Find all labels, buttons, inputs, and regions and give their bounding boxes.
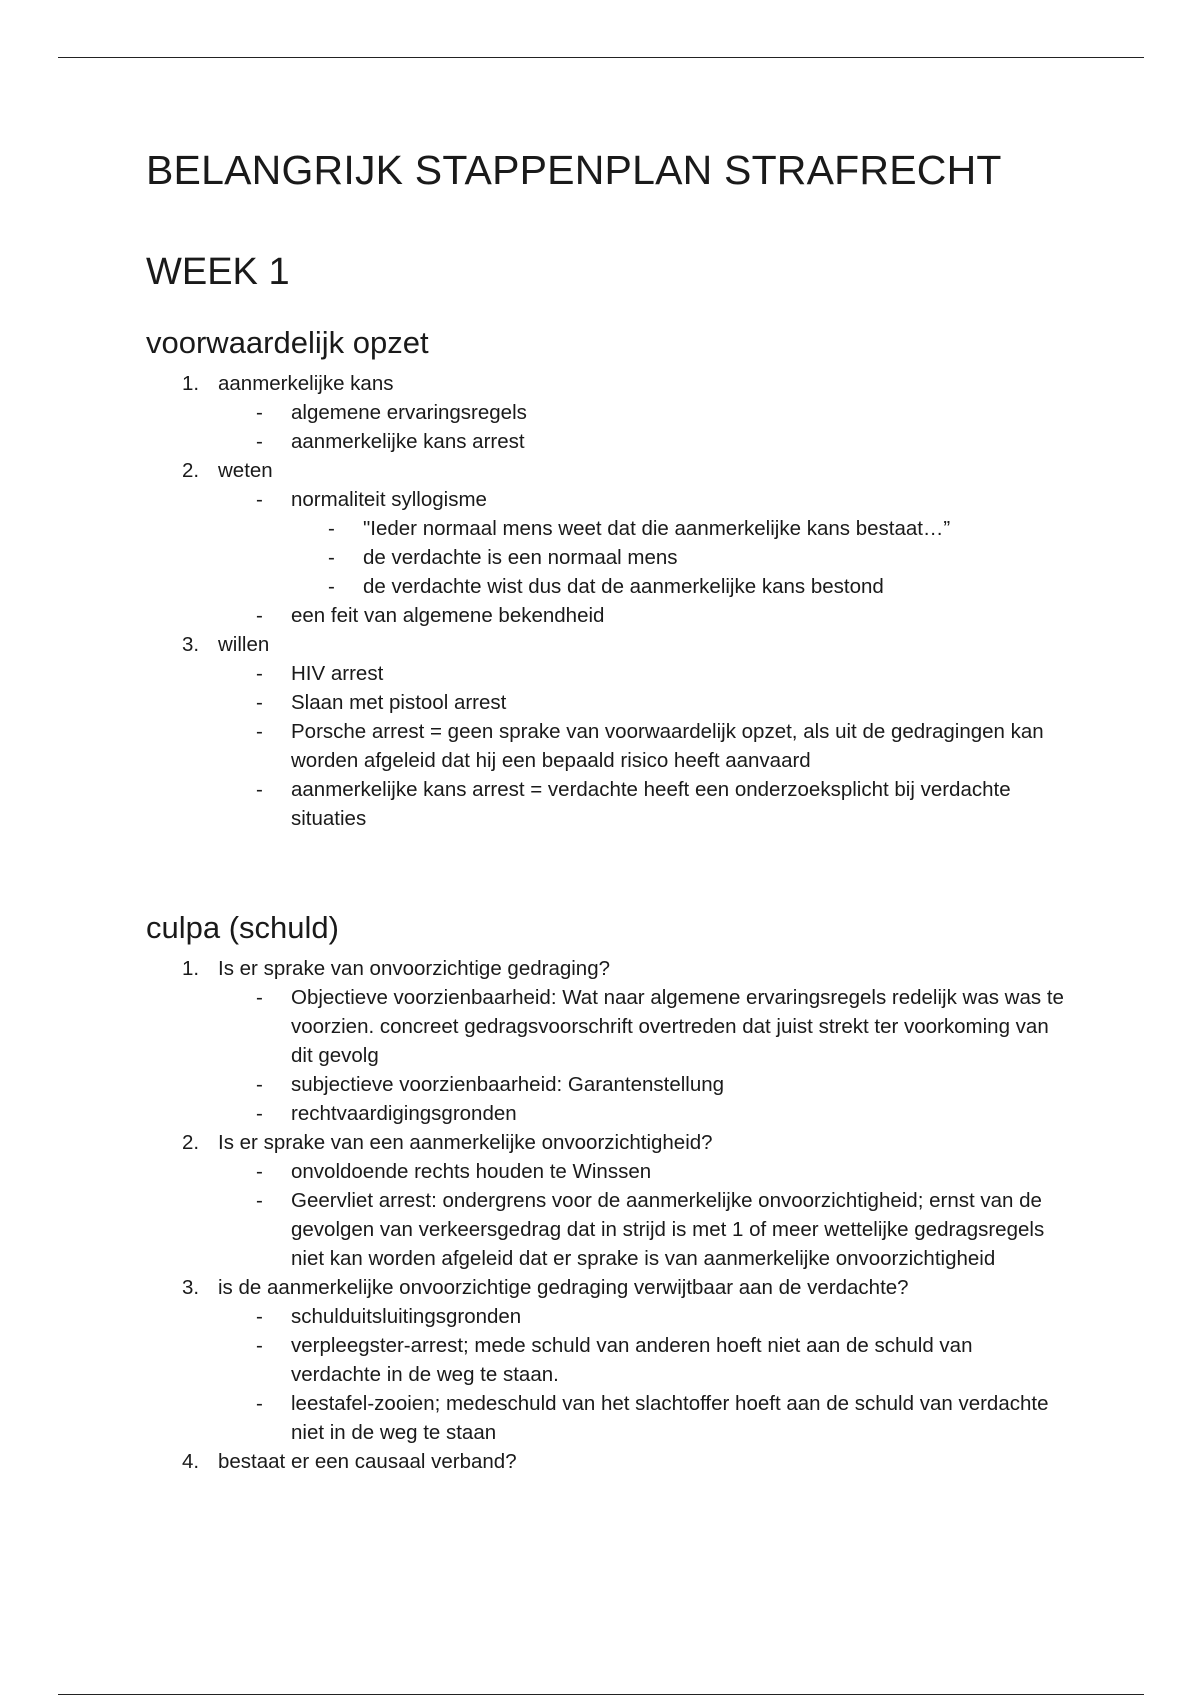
bullet-dash: - [256, 1334, 263, 1357]
sub-item [146, 983, 1066, 1070]
top-rule [58, 57, 1144, 58]
list-item [146, 630, 1066, 659]
bullet-dash: - [256, 1102, 263, 1125]
sub-item [146, 1302, 1066, 1331]
item-text: willen [218, 633, 270, 656]
sub-item-text: onvoldoende rechts houden te Winssen [291, 1160, 652, 1183]
bullet-dash: - [328, 546, 335, 569]
sub-item [146, 1070, 1066, 1099]
sub-item [146, 1389, 1066, 1447]
sub-item-text: subjectieve voorzienbaarheid: Garantenstellung [291, 1073, 725, 1096]
sub-item-text: aanmerkelijke kans arrest [291, 430, 525, 453]
sub-item [146, 775, 1066, 833]
list-item [146, 456, 1066, 485]
bullet-dash: - [328, 575, 335, 598]
item-number: 4. [182, 1450, 200, 1473]
sub-item [146, 659, 1066, 688]
sub-item-text: verpleegster-arrest; mede schuld van anderen hoeft niet aan de schuld van verdachte in de weg te staan. [291, 1334, 973, 1386]
document-body [146, 146, 1066, 1476]
bullet-dash: - [256, 1189, 263, 1212]
item-number: 3. [182, 1276, 200, 1299]
sub-item [146, 601, 1066, 630]
sub-item-text: normaliteit syllogisme [291, 488, 487, 511]
sub-item-text: Slaan met pistool arrest [291, 691, 507, 714]
bullet-dash: - [256, 662, 263, 685]
item-number: 1. [182, 372, 200, 395]
sub-item-text: een feit van algemene bekendheid [291, 604, 605, 627]
sub-item-text: Porsche arrest = geen sprake van voorwaardelijk opzet, als uit de gedragingen kan worden afgeleid dat hij een bepaald risico heeft aanvaard [291, 720, 1044, 772]
sub-sub-item [146, 514, 1066, 543]
bullet-dash: - [256, 1305, 263, 1328]
sub-item [146, 1186, 1066, 1273]
bullet-dash: - [256, 986, 263, 1009]
list-item [146, 1128, 1066, 1157]
item-text: Is er sprake van een aanmerkelijke onvoorzichtigheid? [218, 1131, 713, 1154]
sub-item [146, 1099, 1066, 1128]
sub-item-text: Geervliet arrest: ondergrens voor de aanmerkelijke onvoorzichtigheid; ernst van de gevolgen van verkeersgedrag dat in strijd is met 1 of meer wettelijke gedragsregels niet kan worden afgeleid dat er sprake is van aanmerkelijke onvoorzichtigheid [291, 1189, 1045, 1270]
sub-item [146, 398, 1066, 427]
sub-sub-item [146, 543, 1066, 572]
sub-item [146, 485, 1066, 514]
bullet-dash: - [256, 691, 263, 714]
week-heading: WEEK 1 [146, 251, 290, 293]
bullet-dash: - [256, 720, 263, 743]
bullet-dash: - [256, 1073, 263, 1096]
numbered-list [146, 954, 1066, 1476]
list-item [146, 954, 1066, 983]
item-text: is de aanmerkelijke onvoorzichtige gedraging verwijtbaar aan de verdachte? [218, 1276, 909, 1299]
sub-item-text: schulduitsluitingsgronden [291, 1305, 522, 1328]
list-item [146, 1273, 1066, 1302]
sub-sub-item-text: "Ieder normaal mens weet dat die aanmerkelijke kans bestaat…” [363, 517, 951, 540]
bullet-dash: - [256, 1392, 263, 1415]
sub-item [146, 717, 1066, 775]
numbered-list [146, 369, 1066, 833]
sub-item [146, 427, 1066, 456]
item-text: Is er sprake van onvoorzichtige gedraging? [218, 957, 611, 980]
section-heading-voorwaardelijk-opzet: voorwaardelijk opzet [146, 325, 429, 360]
sub-item-text: HIV arrest [291, 662, 384, 685]
item-number: 2. [182, 1131, 200, 1154]
item-text: bestaat er een causaal verband? [218, 1450, 517, 1473]
sub-item [146, 688, 1066, 717]
bullet-dash: - [328, 517, 335, 540]
bullet-dash: - [256, 430, 263, 453]
list-item [146, 1447, 1066, 1476]
sub-item-text: algemene ervaringsregels [291, 401, 527, 424]
document-title: BELANGRIJK STAPPENPLAN STRAFRECHT [146, 147, 1002, 193]
item-number: 2. [182, 459, 200, 482]
sub-item-text: Objectieve voorzienbaarheid: Wat naar algemene ervaringsregels redelijk was was te voorzien. concreet gedragsvoorschrift overtreden dat juist strekt ter voorkoming van dit gevolg [291, 986, 1064, 1067]
item-text: aanmerkelijke kans [218, 372, 394, 395]
sub-sub-item-text: de verdachte wist dus dat de aanmerkelijke kans bestond [363, 575, 884, 598]
sub-sub-item [146, 572, 1066, 601]
section-heading-culpa: culpa (schuld) [146, 910, 339, 945]
list-item [146, 369, 1066, 398]
item-text: weten [218, 459, 273, 482]
sub-item [146, 1157, 1066, 1186]
sub-sub-item-text: de verdachte is een normaal mens [363, 546, 678, 569]
sub-item-text: leestafel-zooien; medeschuld van het slachtoffer hoeft aan de schuld van verdachte niet in de weg te staan [291, 1392, 1049, 1444]
item-number: 3. [182, 633, 200, 656]
sub-item-text: rechtvaardigingsgronden [291, 1102, 517, 1125]
bullet-dash: - [256, 488, 263, 511]
bottom-rule [58, 1694, 1144, 1695]
sub-item-text: aanmerkelijke kans arrest = verdachte heeft een onderzoeksplicht bij verdachte situaties [291, 778, 1011, 830]
bullet-dash: - [256, 1160, 263, 1183]
bullet-dash: - [256, 778, 263, 801]
bullet-dash: - [256, 401, 263, 424]
item-number: 1. [182, 957, 200, 980]
sub-item [146, 1331, 1066, 1389]
bullet-dash: - [256, 604, 263, 627]
